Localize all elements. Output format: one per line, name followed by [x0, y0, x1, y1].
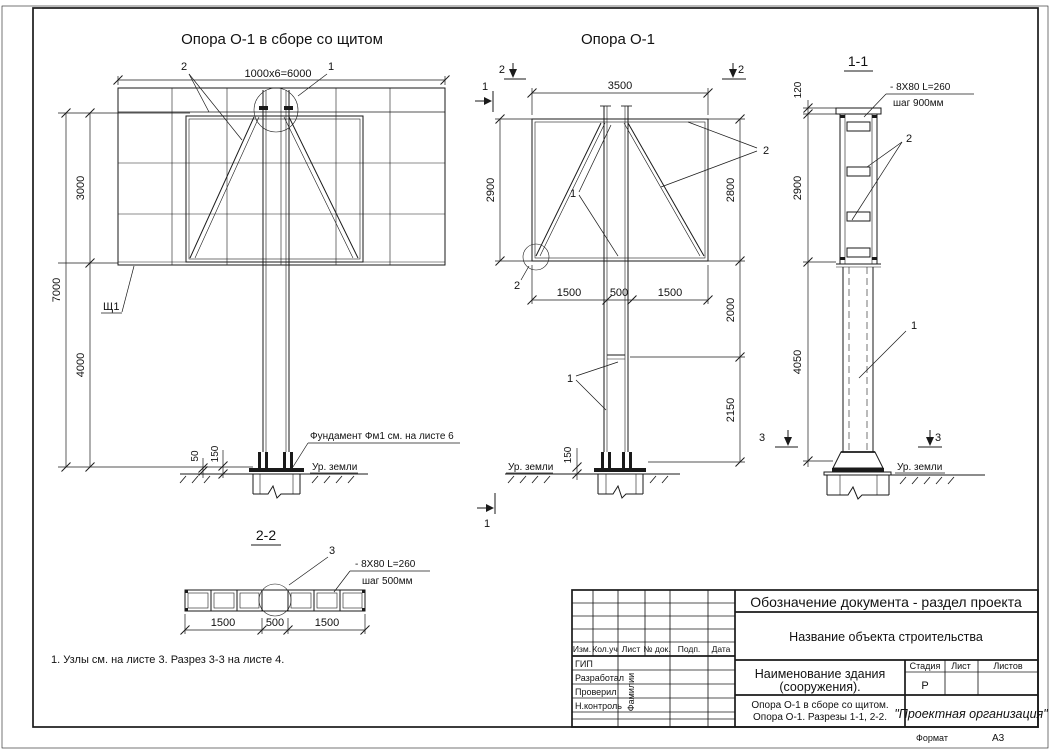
dim-6000: 1000х6=6000	[244, 68, 312, 80]
ground-label: Ур. земли	[312, 462, 358, 473]
ground-label: Ур. земли	[508, 462, 554, 473]
section-1-1-view	[759, 53, 985, 499]
dim-1500b: 1500	[657, 287, 683, 299]
col-izm: Изм.	[572, 644, 592, 654]
title-block-roles	[575, 659, 636, 711]
section-mark-3-left: 3	[758, 432, 766, 444]
drawing-note: 1. Узлы см. на листе 3. Разрез 3-3 на листе 4.	[51, 654, 285, 666]
assembly-title: Опора О-1 в сборе со щитом	[181, 31, 383, 48]
support-foundation-linework	[505, 452, 680, 498]
dim-1500a: 1500	[556, 287, 582, 299]
assembly-callouts	[101, 61, 460, 473]
section-1-1-title: 1-1	[847, 53, 869, 69]
shield-label: Щ1	[103, 301, 120, 313]
callout-2-right: 2	[763, 145, 770, 157]
stage-label: Стадия	[909, 661, 941, 671]
sheets-label: Листов	[993, 661, 1023, 671]
format-strip	[916, 733, 1005, 744]
plate-note: - 8Х80 L=260	[890, 82, 951, 93]
dim-1500a: 1500	[210, 617, 236, 629]
section-1-1-linework	[824, 108, 985, 499]
section-2-2-linework	[185, 584, 365, 616]
title-block-right	[735, 594, 1048, 727]
dim-3000: 3000	[75, 175, 87, 201]
section-2-2-dimensions	[181, 614, 370, 635]
object-name: Название объекта строительства	[789, 630, 983, 644]
building-name-line2: (сооружения).	[779, 680, 861, 694]
section-2-2-callouts	[289, 545, 430, 592]
section-mark-2-left: 2	[498, 64, 505, 76]
format-label: Формат	[916, 733, 948, 743]
sheet-label: Лист	[951, 661, 971, 671]
section-mark-1-top: 1	[481, 81, 489, 93]
dim-2000: 2000	[725, 297, 737, 323]
assembly-billboard-linework	[118, 88, 445, 452]
callout-2: 2	[906, 133, 913, 145]
col-list: Лист	[621, 644, 641, 654]
dim-500: 500	[265, 617, 285, 629]
dim-4050: 4050	[792, 349, 804, 375]
organization-name: "Проектная организация"	[894, 707, 1048, 721]
dim-120: 120	[793, 81, 804, 99]
section-mark-1-bottom: 1	[483, 518, 491, 530]
title-block-revision-headers	[573, 644, 731, 654]
dim-1500b: 1500	[314, 617, 340, 629]
role-proveril: Проверил	[575, 687, 617, 697]
col-koluch: Кол.уч	[592, 644, 618, 654]
plate-note: - 8Х80 L=260	[355, 559, 416, 570]
dim-7000: 7000	[51, 277, 63, 303]
building-name-line1: Наименование здания	[754, 667, 886, 681]
stage-value: Р	[921, 680, 929, 692]
drawing-title-line1: Опора О-1 в сборе со щитом.	[751, 700, 889, 711]
section-2-2-view	[181, 527, 431, 635]
callout-2: 2	[180, 61, 188, 73]
dim-4000: 4000	[75, 352, 87, 378]
role-nkontrol: Н.контроль	[575, 701, 622, 711]
plate-step: шаг 900мм	[893, 98, 944, 109]
section-2-2-title: 2-2	[255, 527, 277, 543]
assembly-foundation-linework	[180, 452, 368, 498]
callout-1-upper: 1	[569, 188, 577, 200]
doc-designation: Обозначение документа - раздел проекта	[750, 594, 1022, 610]
foundation-note: Фундамент Фм1 см. на листе 6	[310, 431, 454, 442]
callout-1: 1	[327, 61, 335, 73]
ground-label: Ур. земли	[897, 462, 943, 473]
plate-step: шаг 500мм	[362, 576, 413, 587]
title-block	[572, 590, 1048, 727]
role-gip: ГИП	[575, 659, 593, 669]
drawing-title-line2: Опора О-1. Разрезы 1-1, 2-2.	[753, 712, 887, 723]
dim-3500: 3500	[607, 80, 633, 92]
support-view	[475, 31, 769, 530]
callout-3: 3	[328, 545, 336, 557]
support-linework	[523, 106, 708, 452]
section-1-1-callouts	[759, 82, 974, 473]
role-razrabotal: Разработал	[575, 673, 624, 683]
col-ndok: № док.	[643, 644, 671, 654]
dim-2800: 2800	[725, 177, 737, 203]
col-data: Дата	[711, 644, 731, 654]
dim-50: 50	[190, 450, 201, 462]
dim-2900: 2900	[792, 175, 804, 201]
support-dimensions	[485, 80, 745, 480]
dim-2900: 2900	[485, 177, 497, 203]
section-1-1-dimensions	[792, 81, 836, 467]
assembly-view	[51, 31, 460, 498]
dim-2150: 2150	[725, 397, 737, 423]
dim-500: 500	[609, 287, 629, 299]
dim-150: 150	[563, 446, 574, 464]
col-podp: Подп.	[677, 644, 701, 654]
callout-1: 1	[911, 320, 918, 332]
callout-2-corner: 2	[513, 280, 521, 292]
format-value: А3	[992, 733, 1005, 744]
corner-detail-circle	[523, 244, 549, 270]
section-mark-3-right: 3	[935, 432, 942, 444]
surname-label: Фамилии	[626, 672, 636, 712]
support-title: Опора О-1	[581, 31, 655, 48]
section-mark-2-right: 2	[738, 64, 745, 76]
callout-1-lower: 1	[566, 373, 574, 385]
dim-150: 150	[210, 445, 221, 463]
